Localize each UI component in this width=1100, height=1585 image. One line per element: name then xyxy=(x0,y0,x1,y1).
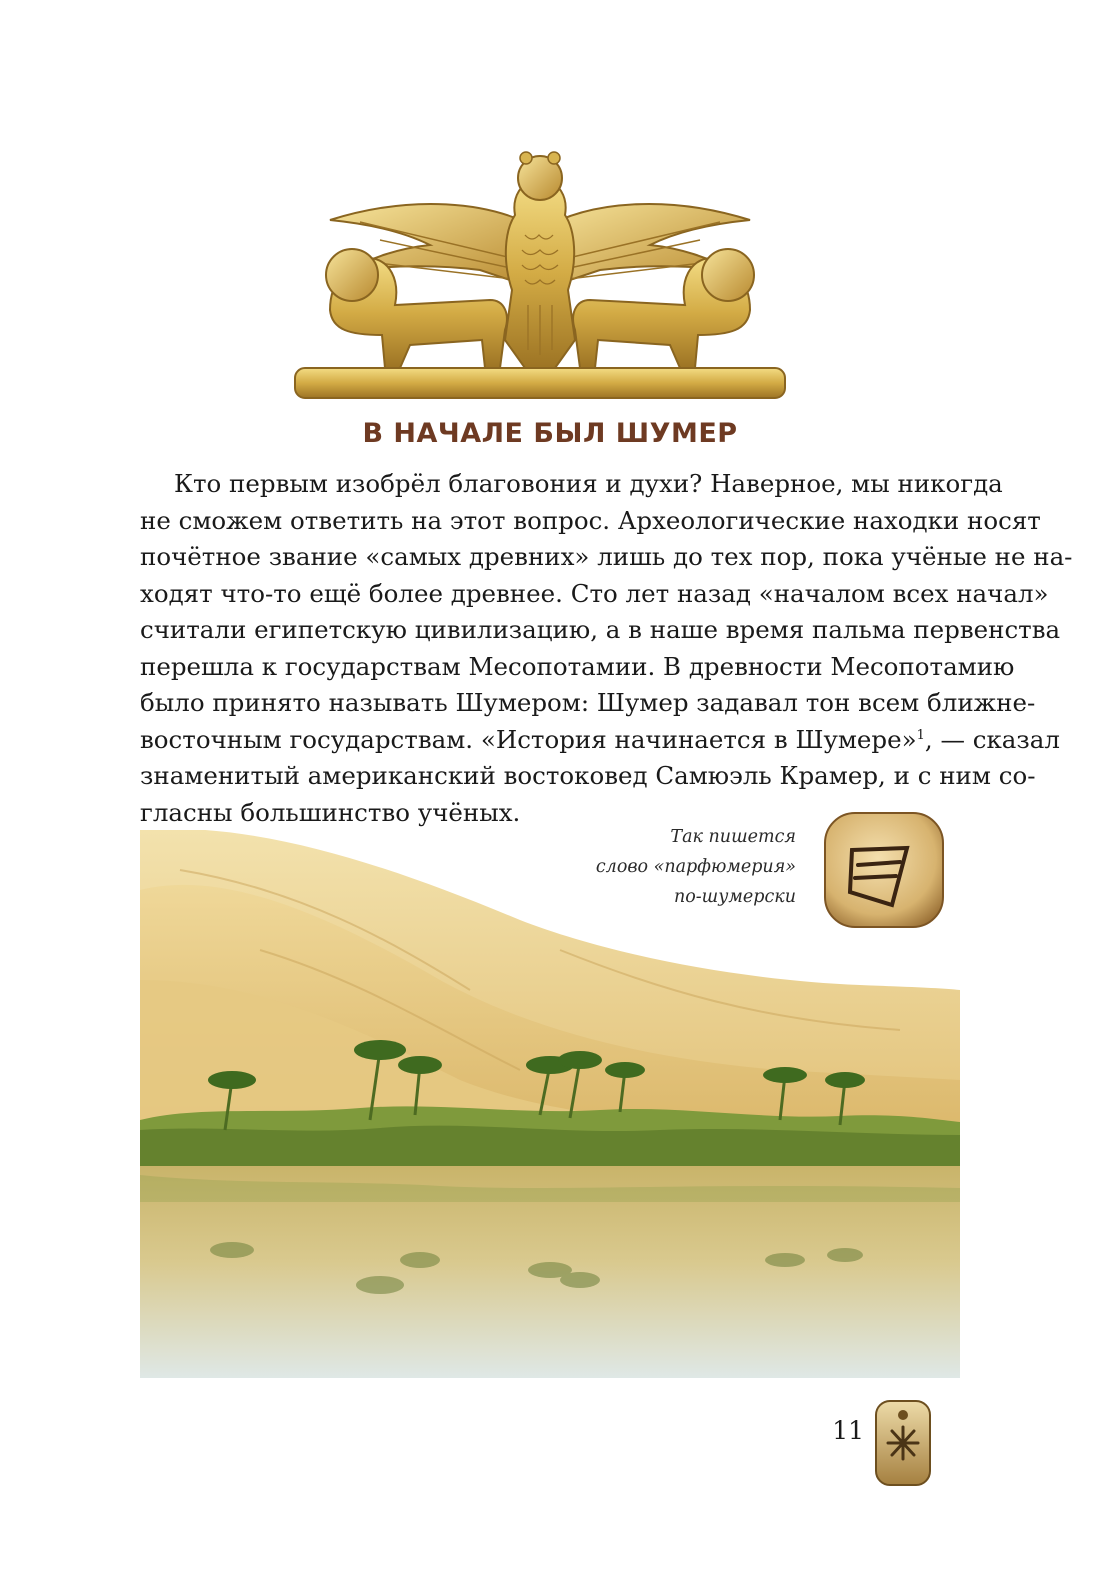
paragraph-line: считали египетскую цивилизацию, а в наше время пальма первенства xyxy=(140,615,1061,644)
caption-line: по-шумерски xyxy=(673,887,796,907)
footnote-mark: 1 xyxy=(916,727,925,743)
paragraph-line-text: восточным государствам. «История начинается в Шумере» xyxy=(140,724,917,754)
tablet-caption xyxy=(560,822,796,912)
page-number: 11 xyxy=(832,1416,864,1445)
paragraph-line: ходят что-то ещё более древнее. Сто лет назад «началом всех начал» xyxy=(140,578,1049,608)
body-paragraph xyxy=(140,466,1073,831)
paragraph-line: почётное звание «самых древних» лишь до тех пор, пока учёные не на- xyxy=(140,542,1073,571)
paragraph-line: перешла к государствам Месопотамии. В древности Месопотамию xyxy=(140,651,1015,681)
paragraph-line: знаменитый американский востоковед Самюэль Крамер, и с ним со- xyxy=(140,761,1036,790)
paragraph-line: Кто первым изобрёл благовония и духи? Наверное, мы никогда xyxy=(174,469,1003,498)
paragraph-line: гласны большинство учёных. xyxy=(140,797,521,827)
clay-tablet-illustration xyxy=(822,810,946,930)
golden-eagle-relief-illustration xyxy=(290,140,790,410)
paragraph-line-with-footnote xyxy=(140,722,1060,759)
caption-line: Так пишется xyxy=(670,827,796,847)
paragraph-line: было принято называть Шумером: Шумер задавал тон всем ближне- xyxy=(140,688,1036,717)
section-heading: В НАЧАЛЕ БЫЛ ШУМЕР xyxy=(362,418,738,449)
page-number-emblem-icon xyxy=(874,1397,932,1489)
paragraph-line: не сможем ответить на этот вопрос. Археологические находки носят xyxy=(140,505,1041,535)
caption-line: слово «парфюмерия» xyxy=(595,857,796,877)
paragraph-line-tail: , — сказал xyxy=(924,724,1060,754)
